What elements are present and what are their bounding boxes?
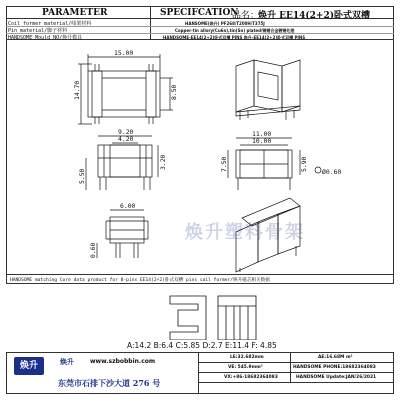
footer-row-line: [198, 382, 394, 383]
ve-value: VE: 545.9mm³: [228, 365, 263, 370]
pin-material-value: Copper-tin allory(Cu6n),tin(Sn) plated/铜锡合金镀锡处理: [175, 28, 295, 33]
dim-r-outer-width: 11.00: [252, 130, 272, 138]
pin-material-label: Pin material/脚子材料: [8, 28, 68, 34]
dim-mid-inner-width: 4.20: [118, 135, 134, 143]
dim-mid-right-height: 3.20: [159, 154, 167, 170]
core-params: A:14.2 B:6.4 C:5.85 D:2.7 E:11.4 F: 4.85: [127, 341, 277, 350]
footer-row-line: [198, 362, 394, 363]
dim-mid-outer-width: 9.20: [118, 128, 134, 136]
dim-top-width: 15.00: [114, 49, 134, 57]
core-data-caption: HANDSOME matching Core data product for 8-pins EE14(2+2)卧式双槽 pins coil former/焕升磁芯相关数据: [10, 278, 270, 283]
dim-inner-height: 8.50: [170, 84, 178, 100]
mould-no-label: HANDSOME Mould NO/焕升模具: [8, 35, 83, 41]
product-name: 焕升 EE14(2+2)卧式双槽: [258, 11, 370, 21]
parameter-heading: PARAMETER: [42, 8, 108, 18]
brand-logo: 焕升: [14, 357, 44, 375]
dim-bottom-height: 0.60: [89, 242, 97, 258]
bottom-view: [97, 210, 148, 258]
coil-former-material-label: Coil former material/线架材料: [8, 21, 92, 27]
mould-no-value: HANDSOME-EE14(2+2)卧式双槽 PINS 焕升-EE14(2+2)卧式双槽 PINS: [163, 35, 306, 40]
watermark: 焕升塑料骨架: [185, 222, 305, 243]
footer-row-line: [198, 372, 394, 373]
brand-name: 焕升: [60, 358, 74, 366]
dim-bottom-width: 6.00: [120, 202, 136, 210]
middle-view: [86, 136, 158, 190]
ae-value: AE:16.68M m²: [318, 355, 353, 360]
handsome-phone: HANDSOME PHONE:18682364083: [293, 365, 376, 370]
specification-heading: SPECIFCATION: [160, 8, 239, 18]
core-drawing: [0, 284, 400, 340]
dim-r-left-height: 7.50: [220, 156, 228, 172]
footer-divider: [198, 352, 199, 394]
dim-mid-left-height: 5.50: [78, 168, 86, 184]
footer-col-line: [290, 352, 291, 382]
coil-former-material-value: HANSOME(焕升) PF268/T200H/T375J: [185, 21, 265, 26]
dim-r-inner-width: 10.00: [252, 137, 272, 145]
product-name-prefix: 品名：: [232, 11, 260, 21]
update-date: HANDSOME Update:JAN/26/2021: [296, 375, 377, 380]
dim-pin-diameter: Ø0.60: [322, 168, 342, 176]
top-view: [78, 54, 173, 124]
vx-contact: VX:+86-18682364083: [224, 375, 278, 380]
le-value: LE:32.682mm: [230, 355, 264, 360]
dim-left-height: 14.70: [73, 80, 81, 100]
iso-view-bottom: [236, 198, 300, 272]
address: 东莞市石排下沙大道 276 号: [58, 378, 161, 388]
iso-view-top: [236, 60, 300, 120]
website-link[interactable]: www.szbobbin.com: [90, 358, 156, 365]
dim-r-right-height: 5.90: [300, 156, 308, 172]
technical-drawing: [0, 40, 400, 275]
